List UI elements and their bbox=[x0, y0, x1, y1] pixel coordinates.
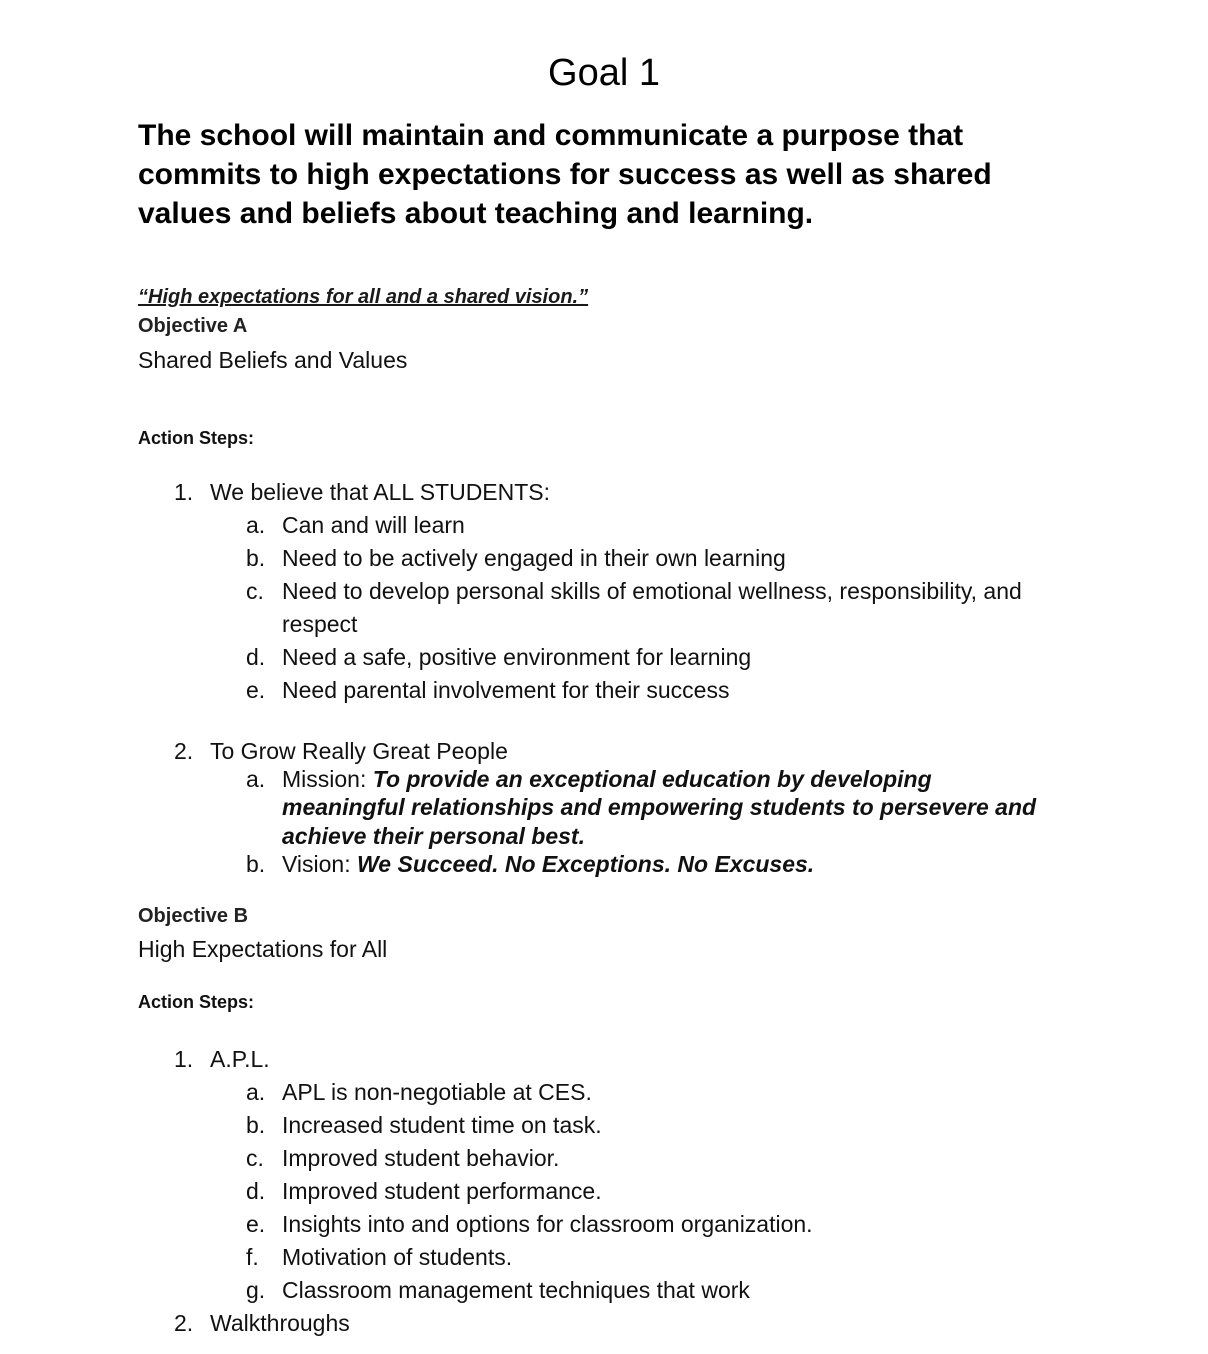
list-marker: e. bbox=[246, 677, 266, 703]
list-marker: g. bbox=[246, 1277, 266, 1303]
list-marker: f. bbox=[246, 1244, 259, 1270]
mission-statement-continuation: achieve their personal best. bbox=[282, 823, 585, 849]
list-text: Increased student time on task. bbox=[282, 1112, 602, 1138]
tagline: “High expectations for all and a shared vision.” bbox=[138, 286, 589, 308]
list-text: Improved student behavior. bbox=[282, 1145, 560, 1171]
goal-statement-line: The school will maintain and communicate a purpose that bbox=[138, 119, 964, 152]
list-text: Improved student performance. bbox=[282, 1178, 602, 1204]
list-marker: b. bbox=[246, 1112, 266, 1138]
list-marker: b. bbox=[246, 851, 266, 877]
mission-label: Mission: bbox=[282, 766, 373, 792]
objective-b-action-steps-label: Action Steps: bbox=[138, 992, 255, 1012]
list-marker: d. bbox=[246, 644, 266, 670]
list-text: respect bbox=[282, 611, 358, 637]
list-marker: a. bbox=[246, 512, 266, 538]
list-marker: 1. bbox=[174, 1046, 194, 1072]
list-marker: d. bbox=[246, 1178, 266, 1204]
list-marker: b. bbox=[246, 545, 266, 571]
goal-title: Goal 1 bbox=[548, 52, 660, 94]
list-marker: 2. bbox=[174, 738, 194, 764]
list-marker: 1. bbox=[174, 479, 194, 505]
goal-statement-line: commits to high expectations for success as well as shared bbox=[138, 158, 992, 191]
list-text: Classroom management techniques that work bbox=[282, 1277, 750, 1303]
list-marker: 2. bbox=[174, 1310, 194, 1336]
objective-a-action-steps-label: Action Steps: bbox=[138, 428, 255, 448]
mission-statement: To provide an exceptional education by developing bbox=[372, 766, 932, 792]
objective-b-title: High Expectations for All bbox=[138, 936, 388, 962]
list-marker: c. bbox=[246, 578, 264, 604]
list-text: Need a safe, positive environment for learning bbox=[282, 644, 752, 670]
list-text: Need to be actively engaged in their own learning bbox=[282, 545, 786, 571]
list-text: Need parental involvement for their success bbox=[282, 677, 730, 703]
list-text: To Grow Really Great People bbox=[210, 738, 508, 764]
list-text: Walkthroughs bbox=[210, 1310, 350, 1336]
vision-statement: We Succeed. No Exceptions. No Excuses. bbox=[357, 851, 815, 877]
mission-statement-continuation: meaningful relationships and empowering students to persevere and bbox=[282, 794, 1037, 820]
list-marker: e. bbox=[246, 1211, 266, 1237]
goal-statement-line: values and beliefs about teaching and learning. bbox=[138, 197, 814, 230]
list-marker: a. bbox=[246, 1079, 266, 1105]
list-marker: c. bbox=[246, 1145, 264, 1171]
list-text: Need to develop personal skills of emotional wellness, responsibility, and bbox=[282, 578, 1022, 604]
list-text: Can and will learn bbox=[282, 512, 465, 538]
objective-a-title: Shared Beliefs and Values bbox=[138, 347, 408, 373]
list-text: A.P.L. bbox=[210, 1046, 270, 1072]
list-text: We believe that ALL STUDENTS: bbox=[210, 479, 551, 505]
vision-label: Vision: bbox=[282, 851, 358, 877]
list-text: APL is non-negotiable at CES. bbox=[282, 1079, 592, 1105]
list-text: Motivation of students. bbox=[282, 1244, 513, 1270]
objective-a-label: Objective A bbox=[138, 315, 248, 337]
objective-b-label: Objective B bbox=[138, 905, 249, 927]
list-text: Insights into and options for classroom organization. bbox=[282, 1211, 813, 1237]
goal-statement bbox=[138, 116, 1078, 233]
list-marker: a. bbox=[246, 766, 266, 792]
